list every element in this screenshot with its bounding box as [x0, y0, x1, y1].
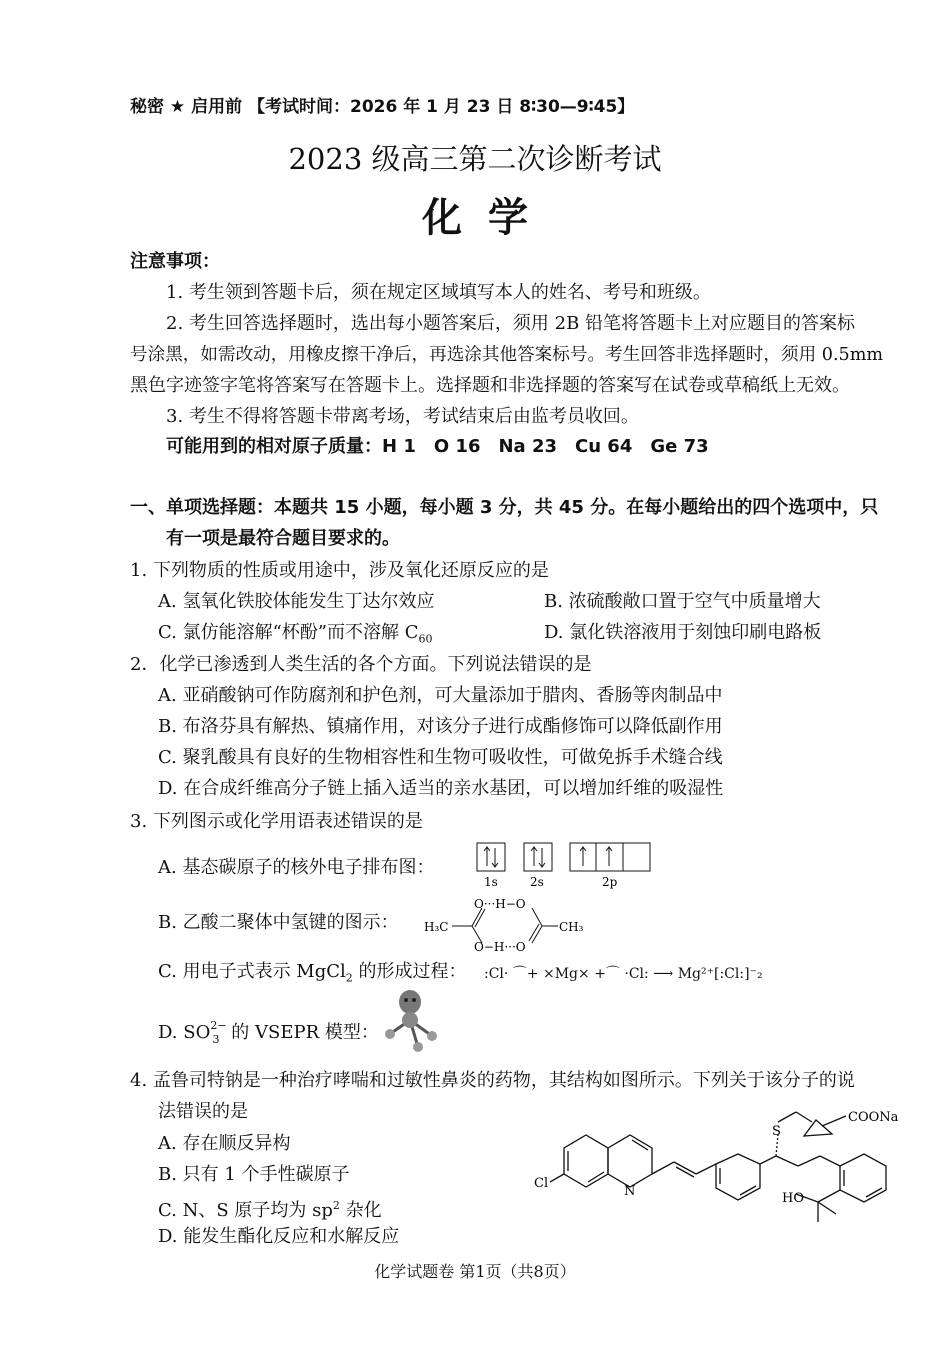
subject-title: 化学: [422, 195, 554, 241]
atomic-masses: 可能用到的相对原子质量：H 1 O 16 Na 23 Cu 64 Ge 73: [166, 436, 709, 457]
orbital-1s-box: [477, 843, 505, 871]
acetic-acid-dimer: [422, 895, 597, 953]
q4-option-a: A. 存在顺反异构: [158, 1133, 291, 1154]
q4-option-c: C. N、S 原子均为 $sp^2$ 杂化: [158, 1199, 382, 1221]
q3-option-a: A. 基态碳原子的核外电子排布图：: [158, 857, 435, 878]
dimer-ch3-left: H₃C: [424, 920, 449, 934]
q1-stem: 1. 下列物质的性质或用途中，涉及氧化还原反应的是: [130, 560, 549, 581]
page-footer: 化学试题卷 第1页（共8页）: [374, 1262, 576, 1281]
dimer-ch3-right: CH₃: [559, 920, 584, 934]
q3-option-d: D. $SO^{2-}_3$ 的 VSEPR 模型：: [158, 1019, 379, 1046]
q4-stem-line-1: 4. 孟鲁司特钠是一种治疗哮喘和过敏性鼻炎的药物，其结构如图所示。下列关于该分子的说: [130, 1070, 855, 1091]
note-2-line-1: 2. 考生回答选择题时，选出每小题答案后，须用 2B 铅笔将答题卡上对应题目的答案标: [166, 313, 856, 334]
section-heading-line-1: 一、单项选择题：本题共 15 小题，每小题 3 分，共 45 分。在每小题给出的四个选项中，只: [130, 497, 879, 518]
orbital-2p-boxes: [570, 843, 650, 871]
q1-option-c: C. 氯仿能溶解“杯酚”而不溶解 $C_{60}$: [158, 622, 433, 646]
label-s: S: [772, 1124, 781, 1139]
q2-option-a: A. 亚硝酸钠可作防腐剂和护色剂，可大量添加于腊肉、香肠等肉制品中: [158, 685, 723, 706]
q2-option-d: D. 在合成纤维高分子链上插入适当的亲水基团，可以增加纤维的吸湿性: [158, 778, 724, 799]
mgcl2-electron-formula: :Cl· ⌒+ ×Mg× +⌒ ·Cl: ⟶ Mg²⁺[:Cl:]⁻₂: [484, 966, 763, 982]
vsepr-model-icon: [380, 990, 452, 1060]
q1-option-d: D. 氯化铁溶液用于刻蚀印刷电路板: [544, 622, 822, 643]
q1-option-b: B. 浓硫酸敞口置于空气中质量增大: [544, 591, 821, 612]
label-coona: COONa: [848, 1110, 899, 1125]
q3-option-c: C. 用电子式表示 MgCl$_2$ 的形成过程：: [158, 961, 467, 985]
note-3: 3. 考生不得将答题卡带离考场，考试结束后由监考员收回。: [166, 406, 639, 427]
q2-option-c: C. 聚乳酸具有良好的生物相容性和生物可吸收性，可做免拆手术缝合线: [158, 747, 723, 768]
montelukast-structure: [528, 1098, 913, 1233]
confidential-header: 秘密 ★ 启用前 【考试时间：2026 年 1 月 23 日 8∶30—9∶45】: [130, 97, 635, 117]
q2-option-b: B. 布洛芬具有解热、镇痛作用，对该分子进行成酯修饰可以降低副作用: [158, 716, 723, 737]
q3-stem: 3. 下列图示或化学用语表述错误的是: [130, 811, 423, 832]
dimer-hbond-bottom: O−H···O: [474, 940, 526, 953]
orbital-label-1s: 1s: [484, 875, 498, 889]
orbital-label-2p: 2p: [602, 875, 618, 889]
q4-option-d: D. 能发生酯化反应和水解反应: [158, 1226, 400, 1247]
label-cl: Cl: [534, 1176, 549, 1191]
dimer-hbond-top: O···H−O: [474, 897, 526, 911]
q3-option-b: B. 乙酸二聚体中氢键的图示：: [158, 912, 399, 933]
notes-heading: 注意事项：: [130, 251, 220, 272]
note-2-line-3: 黑色字迹签字笔将答案写在答题卡上。选择题和非选择题的答案写在试卷或草稿纸上无效。: [130, 375, 850, 396]
note-2-line-2: 号涂黑，如需改动，用橡皮擦干净后，再选涂其他答案标号。考生回答非选择题时，须用 0.5mm: [130, 345, 884, 365]
orbital-diagram: [472, 838, 657, 890]
q2-stem: 2．化学已渗透到人类生活的各个方面。下列说法错误的是: [130, 654, 592, 675]
orbital-label-2s: 2s: [530, 875, 544, 889]
label-n: N: [624, 1184, 636, 1199]
q1-option-a: A. 氢氧化铁胶体能发生丁达尔效应: [158, 591, 435, 612]
q4-stem-line-2: 法错误的是: [158, 1101, 248, 1122]
exam-title: 2023 级高三第二次诊断考试: [288, 142, 662, 176]
section-heading-line-2: 有一项是最符合题目要求的。: [166, 528, 400, 549]
label-ho: HO: [782, 1191, 804, 1206]
q4-option-b: B. 只有 1 个手性碳原子: [158, 1164, 350, 1185]
note-1: 1. 考生领到答题卡后，须在规定区域填写本人的姓名、考号和班级。: [166, 282, 711, 303]
orbital-2s-box: [524, 843, 552, 871]
